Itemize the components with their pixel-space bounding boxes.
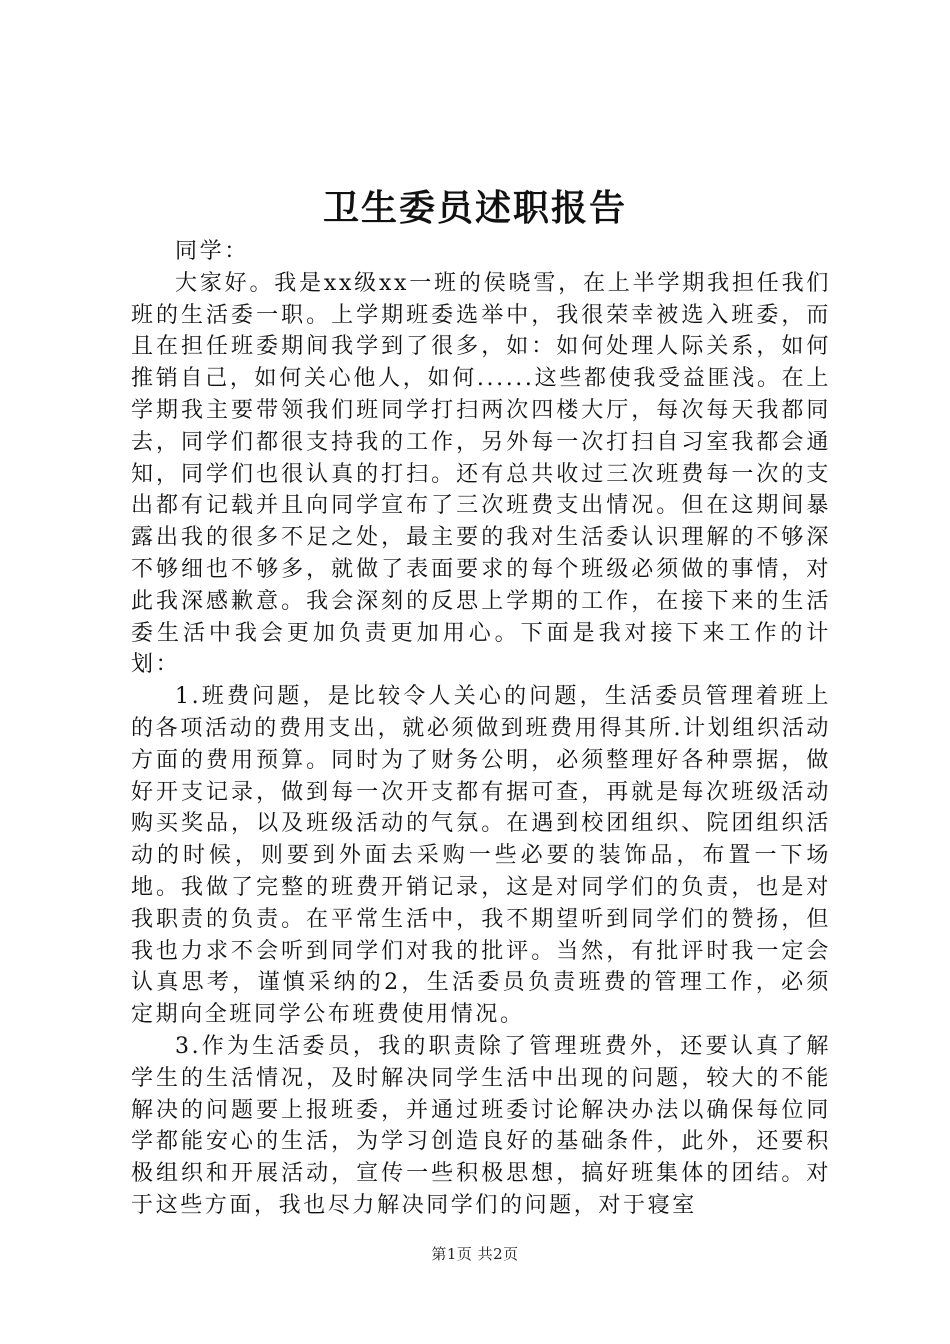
plan-item-3-paragraph: 3.作为生活委员，我的职责除了管理班费外，还要认真了解学生的生活情况，及时解决同学生活中出现的问题，较大的不能解决的问题要上报班委，并通过班委讨论解决办法以确保每位同学都能安心的生活，为学习创造良好的基础条件，此外，还要积极组织和开展活动，宣传一些积极思想，搞好班集体的团结。对于这些方面，我也尽力解决同学们的问题，对于寝室 (131, 1033, 831, 1218)
intro-paragraph: 大家好。我是xx级xx一班的侯晓雪，在上半学期我担任我们班的生活委一职。上学期班委选举中，我很荣幸被选入班委，而且在担任班委期间我学到了很多，如：如何处理人际关系，如何推销自己，如何关心他人，如何......这些都使我受益匪浅。在上学期我主要带领我们班同学打扫两次四楼大厅，每次每天我都同去，同学们都很支持我的工作，另外每一次打扫自习室我都会通知，同学们也很认真的打扫。还有总共收过三次班费每一次的支出都有记载并且向同学宣布了三次班费支出情况。但在这期间暴露出我的很多不足之处，最主要的我对生活委认识理解的不够深不够细也不够多，就做了表面要求的每个班级必须做的事情，对此我深感歉意。我会深刻的反思上学期的工作，在接下来的生活委生活中我会更加负责更加用心。下面是我对接下来工作的计划： (131, 270, 831, 678)
salutation-paragraph: 同学： (175, 239, 249, 264)
document-title: 卫生委员述职报告 (322, 187, 627, 229)
plan-item-1-paragraph: 1.班费问题，是比较令人关心的问题，生活委员管理着班上的各项活动的费用支出，就必须做到班费用得其所.计划组织活动方面的费用预算。同时为了财务公明，必须整理好各种票据，做好开支记录，做到每一次开支都有据可查，再就是每次班级活动购买奖品，以及班级活动的气氛。在遇到校团组织、院团组织活动的时候，则要到外面去采购一些必要的装饰品，布置一下场地。我做了完整的班费开销记录，这是对同学们的负责，也是对我职责的负责。在平常生活中，我不期望听到同学们的赞扬，但我也力求不会听到同学们对我的批评。当然，有批评时我一定会认真思考，谨慎采纳的2，生活委员负责班费的管理工作，必须定期向全班同学公布班费使用情况。 (131, 684, 831, 1028)
page-number-footer: 第1页 共2页 (431, 1245, 519, 1263)
document-body (131, 236, 831, 1222)
